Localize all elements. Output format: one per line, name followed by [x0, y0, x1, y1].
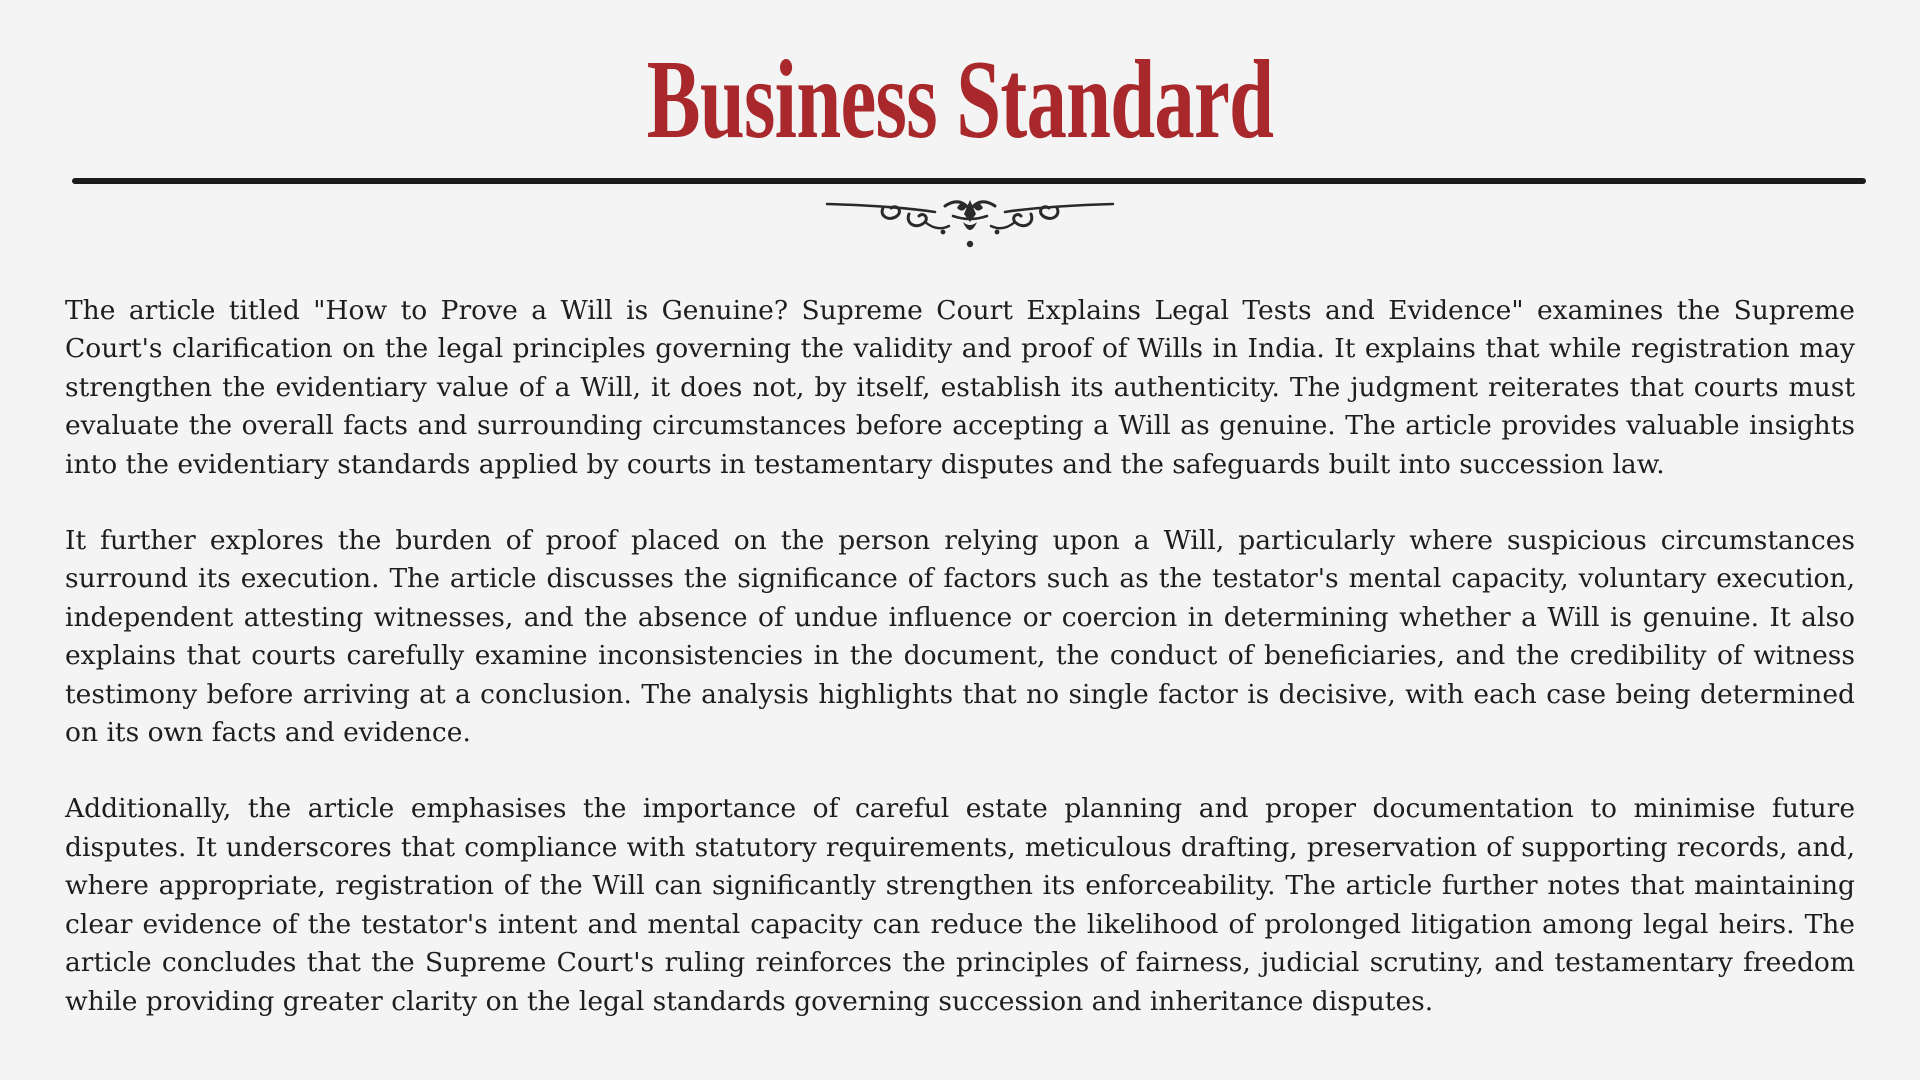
- article-paragraph-1: The article titled "How to Prove a Will is Genuine? Supreme Court Explains Legal Tests and Evidence" examines the Supreme Court's clarification on the legal principles governing the validity and proof of Wills in India. It explains that while registration may strengthen the evidentiary value of a Will, it does not, by itself, establish its authenticity. The judgment reiterates that courts must evaluate the overall facts and surrounding circumstances before accepting a Will as genuine. The article provides valuable insights into the evidentiary standards applied by courts in testamentary disputes and the safeguards built into succession law.: [65, 295, 1855, 480]
- article-body: [65, 292, 1855, 1059]
- masthead: [0, 38, 1920, 162]
- article-paragraph-2: It further explores the burden of proof placed on the person relying upon a Will, particularly where suspicious circumstances surround its execution. The article discusses the significance of factors such as the testator's mental capacity, voluntary execution, independent attesting witnesses, and the absence of undue influence or coercion in determining whether a Will is genuine. It also explains that courts carefully examine inconsistencies in the document, the conduct of beneficiaries, and the credibility of witness testimony before arriving at a conclusion. The analysis highlights that no single factor is decisive, with each case being determined on its own facts and evidence.: [65, 525, 1855, 749]
- masthead-title: Business Standard: [646, 38, 1274, 162]
- flourish-divider-icon: [825, 192, 1115, 254]
- article-paragraph-3: Additionally, the article emphasises the importance of careful estate planning and proper documentation to minimise future disputes. It underscores that compliance with statutory requirements, meticulous drafting, preservation of supporting records, and, where appropriate, registration of the Will can significantly strengthen its enforceability. The article further notes that maintaining clear evidence of the testator's intent and mental capacity can reduce the likelihood of prolonged litigation among legal heirs. The article concludes that the Supreme Court's ruling reinforces the principles of fairness, judicial scrutiny, and testamentary freedom while providing greater clarity on the legal standards governing succession and inheritance disputes.: [65, 793, 1855, 1017]
- masthead-divider: [72, 178, 1866, 184]
